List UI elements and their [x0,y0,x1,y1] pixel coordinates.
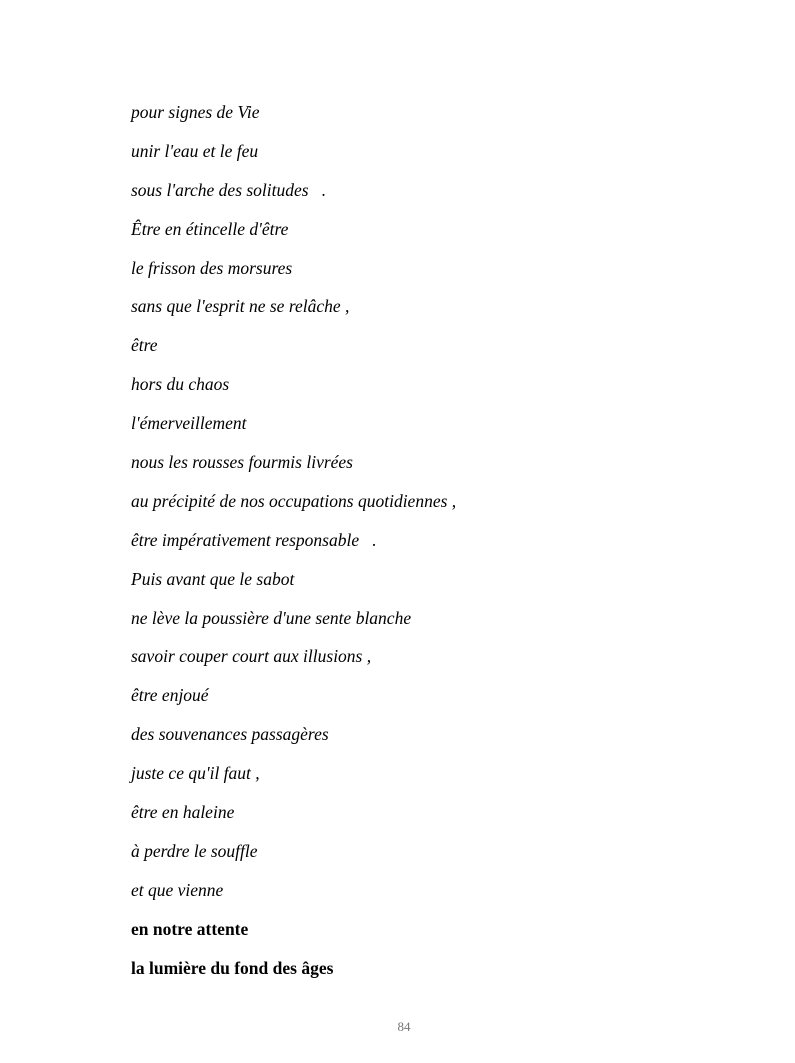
poem-line: être enjoué [131,685,209,706]
poem-line: sans que l'esprit ne se relâche , [131,296,350,317]
poem-line: être en haleine [131,802,235,823]
poem-line: unir l'eau et le feu [131,140,259,161]
page-number: 84 [397,1019,411,1034]
poem-line: hors du chaos [131,374,230,395]
poem-line: le frisson des morsures [131,257,293,278]
poem-line: être [131,335,158,356]
poem-line: ne lève la poussière d'une sente blanche [131,607,412,628]
poem-line-bold: en notre attente [131,918,249,939]
poem-line: Puis avant que le sabot [131,568,295,589]
poem-line: à perdre le souffle [131,840,258,861]
poem-line: sous l'arche des solitudes . [131,179,327,200]
poem-body [131,99,751,993]
poem-line: l'émerveillement [131,413,247,434]
poem-line: et que vienne [131,879,224,900]
poem-line: nous les rousses fourmis livrées [131,452,353,473]
poem-line: des souvenances passagères [131,724,329,745]
poem-line: pour signes de Vie [131,102,260,122]
poem-line: au précipité de nos occupations quotidiennes , [131,490,457,511]
poem-line-bold: la lumière du fond des âges [131,957,334,978]
poem-line: savoir couper court aux illusions , [131,646,372,667]
poem-line: juste ce qu'il faut , [131,763,260,784]
poem-line: être impérativement responsable . [131,529,377,550]
poem-line: Être en étincelle d'être [131,218,289,239]
